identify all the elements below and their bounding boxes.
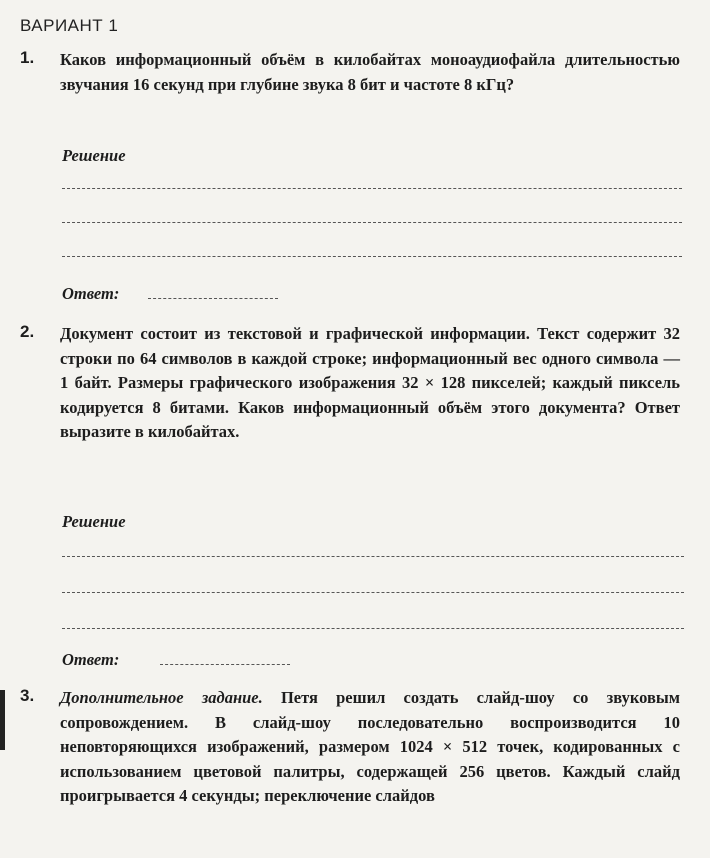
task-body: Петя решил создать слайд-шоу со звуковым сопровождением. В слайд-шоу последовательно воспроизводится 10 неповторяющихся изображений, размером 1024 × 512 точек, кодированных с использованием цветовой палитры, содержащей 256 цветов. Каждый слайд проигрывается 4 секунды; переключение слайдов	[60, 688, 681, 805]
task-3	[20, 686, 680, 809]
task-number: 1.	[20, 48, 35, 67]
answer-label: Ответ:	[62, 650, 120, 669]
task-1	[20, 48, 680, 97]
answer-line[interactable]	[160, 664, 290, 665]
solution-label: Решение	[62, 146, 126, 165]
solution-label: Решение	[62, 512, 126, 531]
task-text: Каков информационный объём в килобайтах моноаудиофайла длительностью звучания 16 секунд при глубине звука 8 бит и частоте 8 кГц?	[60, 50, 680, 94]
solution-line[interactable]	[62, 628, 684, 629]
solution-line[interactable]	[62, 188, 682, 189]
solution-line[interactable]	[62, 592, 684, 593]
answer-line[interactable]	[148, 298, 278, 299]
answer-label: Ответ:	[62, 284, 120, 303]
solution-line[interactable]	[62, 556, 684, 557]
task-lead: Дополнительное задание.	[60, 688, 263, 707]
solution-line[interactable]	[62, 222, 682, 223]
task-2	[20, 322, 680, 445]
variant-heading: ВАРИАНТ 1	[20, 16, 119, 35]
task-number: 3.	[20, 686, 35, 705]
task-text: Документ состоит из текстовой и графической информации. Текст содержит 32 строки по 64 символов в каждой строке; информационный вес одного символа — 1 байт. Размеры графического изображения 32 × 128 пикселей; каждый пиксель кодируется 8 битами. Каков информационный объём этого документа? Ответ выразите в килобайтах.	[60, 324, 680, 441]
task-text	[60, 686, 680, 809]
page-edge-marker	[0, 690, 5, 750]
solution-line[interactable]	[62, 256, 682, 257]
task-number: 2.	[20, 322, 35, 341]
